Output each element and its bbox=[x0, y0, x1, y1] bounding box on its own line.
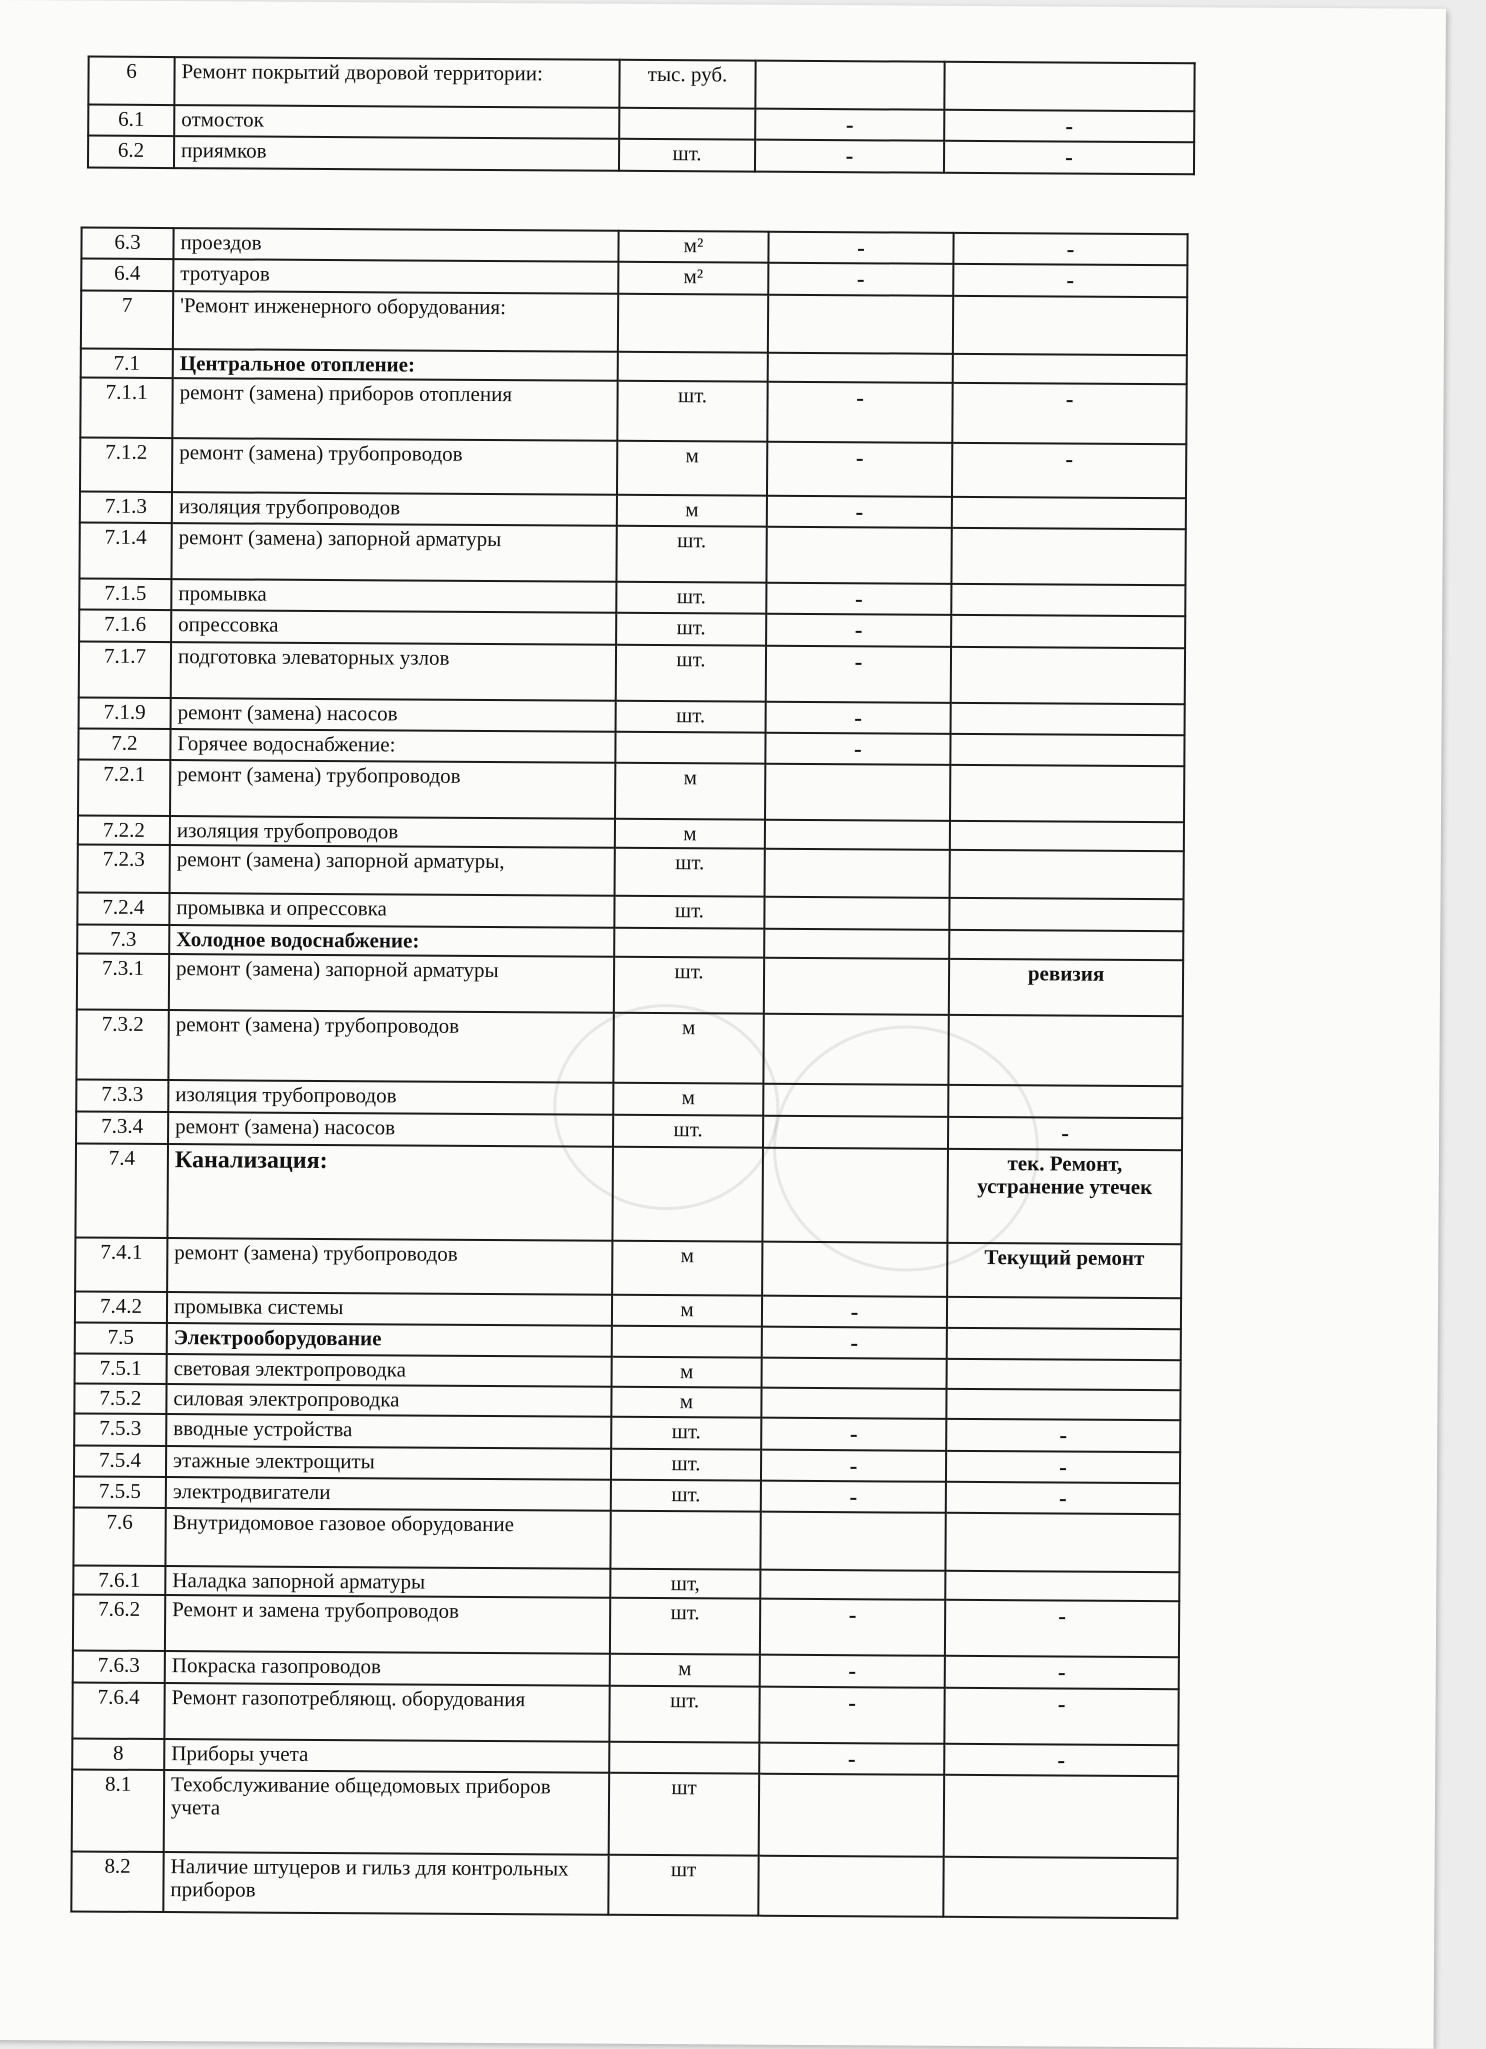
row-unit: шт. bbox=[610, 1598, 760, 1655]
row-value-2: - bbox=[952, 443, 1186, 498]
row-value-2: - bbox=[944, 110, 1194, 143]
row-value-1 bbox=[764, 929, 949, 959]
row-unit: шт bbox=[608, 1855, 758, 1916]
row-value-2: тек. Ремонт, устранение утечек bbox=[947, 1148, 1182, 1243]
row-unit: м bbox=[617, 440, 767, 495]
table-row bbox=[72, 1682, 1178, 1745]
row-value-1: - bbox=[762, 1327, 947, 1359]
row-number: 6.4 bbox=[81, 259, 173, 291]
row-number: 7 bbox=[81, 290, 173, 349]
row-value-2 bbox=[949, 898, 1183, 931]
row-work-name: Ремонт газопотребляющ. оборудования bbox=[164, 1683, 609, 1742]
row-unit bbox=[619, 108, 755, 140]
row-value-1 bbox=[762, 1241, 947, 1296]
row-unit: шт. bbox=[619, 139, 755, 171]
row-work-name: Горячее водоснабжение: bbox=[170, 729, 615, 763]
row-unit: м bbox=[612, 1294, 762, 1326]
row-work-name: ремонт (замена) трубопроводов bbox=[167, 1238, 612, 1295]
row-work-name: тротуаров bbox=[173, 259, 618, 293]
row-value-2 bbox=[944, 1775, 1178, 1858]
row-work-name: электродвигатели bbox=[166, 1477, 611, 1511]
row-work-name: световая электропроводка bbox=[167, 1354, 612, 1387]
row-unit: м bbox=[617, 494, 767, 526]
row-value-2 bbox=[945, 1513, 1179, 1572]
row-value-1 bbox=[758, 1855, 943, 1916]
row-value-2: - bbox=[944, 1743, 1178, 1776]
row-value-1 bbox=[765, 849, 950, 898]
row-value-2: - bbox=[953, 264, 1187, 297]
table-row bbox=[73, 1508, 1179, 1573]
row-value-2 bbox=[951, 615, 1185, 648]
row-value-2 bbox=[947, 1359, 1181, 1390]
row-value-2 bbox=[953, 353, 1187, 384]
row-value-2 bbox=[948, 1015, 1182, 1086]
row-unit: шт. bbox=[611, 1448, 761, 1480]
row-value-1 bbox=[764, 958, 949, 1015]
row-value-1 bbox=[755, 61, 944, 110]
row-unit: шт bbox=[609, 1773, 759, 1856]
row-value-1: - bbox=[768, 263, 953, 295]
row-number: 7.5.1 bbox=[75, 1354, 167, 1385]
row-value-2 bbox=[953, 295, 1187, 354]
row-number: 7.6.3 bbox=[73, 1651, 165, 1683]
row-value-2 bbox=[947, 1296, 1181, 1329]
row-unit: шт. bbox=[615, 848, 765, 897]
row-work-name: ремонт (замена) трубопроводов bbox=[170, 760, 615, 819]
table-row bbox=[88, 57, 1194, 112]
row-work-name: ремонт (замена) насосов bbox=[171, 698, 616, 732]
row-value-2 bbox=[943, 1857, 1177, 1918]
row-unit: м bbox=[610, 1654, 760, 1686]
row-unit bbox=[614, 928, 764, 958]
row-work-name: ремонт (замена) трубопроводов bbox=[168, 1010, 613, 1083]
row-work-name: Ремонт покрытий дворовой территории: bbox=[174, 57, 619, 108]
row-value-1 bbox=[763, 1084, 948, 1117]
row-work-name: отмосток bbox=[174, 105, 619, 139]
row-number: 8.1 bbox=[72, 1769, 164, 1852]
row-work-name: 'Ремонт инженерного оборудования: bbox=[173, 291, 618, 352]
row-value-1: - bbox=[760, 1599, 945, 1656]
row-number: 7.6.1 bbox=[73, 1566, 165, 1596]
works-table-main bbox=[70, 226, 1188, 1919]
row-work-name: Ремонт и замена трубопроводов bbox=[165, 1595, 610, 1654]
row-number: 7.3.1 bbox=[77, 954, 169, 1011]
row-value-2 bbox=[948, 1085, 1182, 1118]
row-unit: шт. bbox=[616, 582, 766, 614]
row-number: 7.4 bbox=[75, 1143, 168, 1238]
row-unit: шт. bbox=[616, 613, 766, 645]
row-value-2 bbox=[951, 528, 1185, 585]
row-number: 7.6.2 bbox=[73, 1595, 165, 1652]
row-value-2 bbox=[952, 497, 1186, 530]
table-row bbox=[80, 377, 1186, 444]
row-value-2 bbox=[947, 1328, 1181, 1361]
row-value-1: - bbox=[765, 733, 950, 765]
row-unit: шт. bbox=[616, 700, 766, 732]
row-value-1: - bbox=[759, 1742, 944, 1774]
row-work-name: ремонт (замена) запорной арматуры bbox=[169, 954, 614, 1013]
row-work-name: Холодное водоснабжение: bbox=[169, 925, 614, 957]
row-work-name: изоляция трубопроводов bbox=[168, 1080, 613, 1115]
row-value-2: - bbox=[945, 1600, 1179, 1657]
table-row bbox=[75, 1237, 1181, 1298]
row-number: 7.2.2 bbox=[78, 816, 170, 846]
row-work-name: этажные электрощиты bbox=[166, 1446, 611, 1480]
row-work-name: Приборы учета bbox=[164, 1739, 609, 1773]
row-value-2 bbox=[951, 646, 1185, 703]
row-value-1 bbox=[762, 1358, 947, 1389]
row-value-1: - bbox=[766, 645, 951, 702]
row-number: 7.5.4 bbox=[74, 1445, 166, 1477]
row-unit: м bbox=[612, 1240, 762, 1295]
row-unit bbox=[612, 1146, 763, 1241]
table-row bbox=[79, 522, 1185, 585]
row-work-name: ремонт (замена) запорной арматуры, bbox=[170, 845, 615, 896]
row-value-1: - bbox=[766, 583, 951, 615]
row-work-name: силовая электропроводка bbox=[166, 1384, 611, 1417]
row-work-name: вводные устройства bbox=[166, 1414, 611, 1448]
row-value-1 bbox=[763, 1014, 948, 1085]
row-unit bbox=[612, 1326, 762, 1358]
row-unit: шт. bbox=[611, 1417, 761, 1449]
row-value-1: - bbox=[766, 701, 951, 733]
row-number: 6.3 bbox=[81, 228, 173, 260]
works-table-top bbox=[87, 56, 1196, 175]
row-number: 7.4.1 bbox=[75, 1237, 167, 1292]
row-unit: м² bbox=[618, 262, 768, 294]
row-unit: м bbox=[613, 1013, 763, 1084]
row-unit: шт. bbox=[609, 1685, 759, 1742]
row-work-name: Покраска газопроводов bbox=[165, 1651, 610, 1685]
row-unit: тыс. руб. bbox=[619, 60, 755, 109]
row-value-2: - bbox=[945, 1656, 1179, 1689]
row-number: 6 bbox=[88, 57, 174, 106]
row-value-2 bbox=[945, 1571, 1179, 1602]
row-unit: м bbox=[615, 819, 765, 849]
row-work-name: промывка и опрессовка bbox=[169, 893, 614, 928]
row-number: 7.1.9 bbox=[79, 697, 171, 729]
row-value-1 bbox=[759, 1773, 944, 1856]
row-value-1 bbox=[764, 897, 949, 930]
row-unit: шт. bbox=[611, 1480, 761, 1512]
row-work-name: ремонт (замена) насосов bbox=[168, 1112, 613, 1146]
row-work-name: приямков bbox=[174, 136, 619, 170]
row-work-name: проездов bbox=[173, 228, 618, 262]
table-row bbox=[71, 1851, 1177, 1918]
row-value-2 bbox=[950, 765, 1184, 822]
row-value-2 bbox=[950, 850, 1184, 899]
row-number: 6.1 bbox=[88, 105, 174, 137]
row-unit: шт. bbox=[614, 896, 764, 929]
row-number: 7.3 bbox=[77, 925, 169, 955]
row-value-2 bbox=[944, 62, 1194, 112]
row-value-1 bbox=[762, 1147, 948, 1242]
row-number: 7.1.6 bbox=[79, 610, 171, 642]
row-number: 7.2 bbox=[78, 728, 170, 760]
row-unit: шт. bbox=[613, 1115, 763, 1147]
row-value-2: - bbox=[946, 1482, 1180, 1515]
row-value-2 bbox=[949, 930, 1183, 961]
table-row bbox=[80, 437, 1186, 498]
row-work-name: промывка системы bbox=[167, 1292, 612, 1326]
row-number: 7.5.5 bbox=[74, 1476, 166, 1508]
row-value-2: ревизия bbox=[949, 959, 1183, 1016]
row-work-name: ремонт (замена) приборов отопления bbox=[172, 378, 617, 441]
row-number: 7.6.4 bbox=[72, 1682, 164, 1739]
row-value-1: - bbox=[761, 1481, 946, 1513]
row-value-2 bbox=[950, 821, 1184, 852]
row-value-1 bbox=[766, 527, 951, 584]
row-work-name: ремонт (замена) запорной арматуры bbox=[171, 523, 616, 582]
row-number: 7.5 bbox=[75, 1322, 167, 1354]
table-row bbox=[76, 1010, 1182, 1087]
row-value-1 bbox=[760, 1512, 945, 1571]
row-unit: шт. bbox=[614, 957, 764, 1014]
row-work-name: Внутридомовое газовое оборудование bbox=[165, 1508, 610, 1569]
table-row bbox=[78, 845, 1184, 900]
row-value-1: - bbox=[755, 140, 944, 172]
row-unit: м bbox=[612, 1357, 762, 1388]
row-work-name: изоляция трубопроводов bbox=[170, 816, 615, 848]
table-row bbox=[79, 641, 1185, 704]
row-number: 7.2.3 bbox=[78, 845, 170, 894]
row-value-2: - bbox=[948, 1117, 1182, 1150]
row-value-1 bbox=[763, 1116, 948, 1148]
row-unit bbox=[618, 351, 768, 381]
row-value-2: - bbox=[952, 383, 1186, 444]
table-row bbox=[75, 1143, 1182, 1244]
row-number: 7.1.2 bbox=[80, 437, 172, 492]
row-number: 7.1.5 bbox=[79, 578, 171, 610]
row-unit: шт. bbox=[617, 380, 767, 441]
row-value-1: - bbox=[755, 109, 944, 141]
row-value-1 bbox=[765, 764, 950, 821]
row-work-name: Центральное отопление: bbox=[173, 349, 618, 381]
row-number: 7.5.3 bbox=[74, 1414, 166, 1446]
table-row bbox=[88, 136, 1194, 174]
row-value-1: - bbox=[767, 441, 952, 496]
row-value-1: - bbox=[762, 1295, 947, 1327]
row-work-name: ремонт (замена) трубопроводов bbox=[172, 438, 617, 495]
row-value-1 bbox=[768, 294, 953, 353]
row-number: 8 bbox=[72, 1738, 164, 1770]
row-number: 7.6 bbox=[73, 1508, 165, 1567]
row-unit: шт. bbox=[616, 526, 766, 583]
row-work-name: Электрооборудование bbox=[167, 1323, 612, 1357]
row-value-2 bbox=[951, 584, 1185, 617]
row-value-1: - bbox=[761, 1449, 946, 1481]
row-number: 7.3.2 bbox=[76, 1010, 168, 1081]
row-value-2: - bbox=[953, 233, 1187, 266]
row-work-name: подготовка элеваторных узлов bbox=[171, 642, 616, 701]
row-work-name: Техобслуживание общедомовых приборов учета bbox=[164, 1770, 609, 1855]
row-number: 7.4.2 bbox=[75, 1291, 167, 1323]
row-value-2 bbox=[950, 734, 1184, 767]
row-value-1: - bbox=[767, 381, 952, 442]
row-unit: м bbox=[613, 1083, 763, 1116]
row-value-1 bbox=[765, 820, 950, 850]
row-number: 7.2.4 bbox=[77, 893, 169, 926]
table-row bbox=[72, 1769, 1178, 1858]
row-value-2: - bbox=[944, 1687, 1178, 1744]
row-value-1: - bbox=[768, 232, 953, 264]
row-unit: шт, bbox=[610, 1569, 760, 1599]
row-work-name: опрессовка bbox=[171, 610, 616, 644]
row-number: 7.3.3 bbox=[76, 1080, 168, 1113]
row-value-1: - bbox=[759, 1686, 944, 1743]
row-value-2: - bbox=[946, 1450, 1180, 1483]
row-unit bbox=[618, 293, 768, 352]
table-row bbox=[73, 1595, 1179, 1658]
row-value-2: - bbox=[944, 141, 1194, 174]
row-unit bbox=[615, 732, 765, 764]
row-work-name: промывка bbox=[171, 579, 616, 613]
row-work-name: Канализация: bbox=[167, 1144, 613, 1241]
row-unit: м bbox=[615, 763, 765, 820]
row-unit bbox=[609, 1741, 759, 1773]
row-number: 7.1.7 bbox=[79, 641, 171, 698]
row-number: 7.1 bbox=[81, 348, 173, 378]
row-value-1: - bbox=[761, 1418, 946, 1450]
row-work-name: Наличие штуцеров и гильз для контрольных приборов bbox=[163, 1852, 608, 1915]
row-value-1: - bbox=[767, 495, 952, 527]
row-value-2 bbox=[946, 1389, 1180, 1420]
row-value-1: - bbox=[760, 1655, 945, 1687]
row-value-2: Текущий ремонт bbox=[947, 1242, 1181, 1297]
row-number: 7.1.4 bbox=[79, 522, 171, 579]
row-number: 7.5.2 bbox=[74, 1384, 166, 1415]
row-number: 7.3.4 bbox=[76, 1112, 168, 1144]
row-unit bbox=[610, 1511, 760, 1570]
row-number: 7.1.3 bbox=[80, 491, 172, 523]
table-row bbox=[81, 290, 1187, 355]
row-value-2 bbox=[951, 702, 1185, 735]
table-row bbox=[78, 760, 1184, 823]
row-value-1 bbox=[768, 352, 953, 382]
table-row bbox=[77, 954, 1183, 1017]
row-work-name: Наладка запорной арматуры bbox=[165, 1566, 610, 1598]
row-unit: шт. bbox=[616, 644, 766, 701]
row-unit: м² bbox=[618, 231, 768, 263]
row-number: 7.2.1 bbox=[78, 760, 170, 817]
row-value-1 bbox=[760, 1570, 945, 1600]
row-unit: м bbox=[611, 1387, 761, 1418]
row-value-1: - bbox=[766, 614, 951, 646]
row-value-1 bbox=[761, 1388, 946, 1419]
row-number: 7.1.1 bbox=[80, 377, 172, 438]
row-number: 6.2 bbox=[88, 136, 174, 168]
row-value-2: - bbox=[946, 1419, 1180, 1452]
row-work-name: изоляция трубопроводов bbox=[172, 492, 617, 526]
row-number: 8.2 bbox=[71, 1851, 163, 1912]
